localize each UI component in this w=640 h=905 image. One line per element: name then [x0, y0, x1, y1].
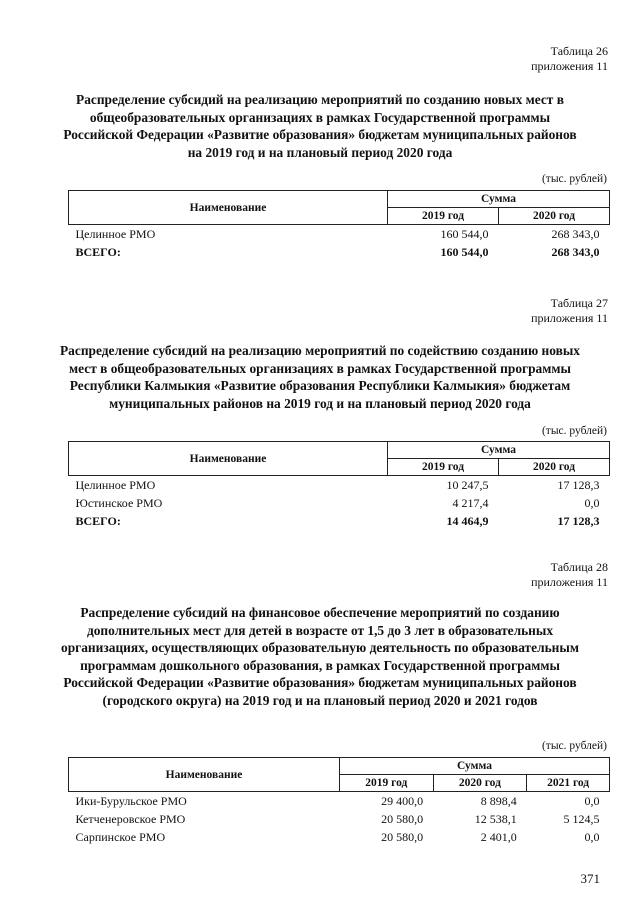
table-26-caption: Таблица 26 приложения 11 — [531, 44, 608, 73]
table-row: Юстинское РМО 4 217,4 0,0 — [75, 495, 600, 510]
table-26-title: Распределение субсидий на реализацию мероприятий по созданию новых мест в общеобразовательных организациях в рамках Государственной программы Российской Федерации «Развитие образования» бюджетам муниципальных районов на 2019 год и на плановый период 2020 года — [63, 92, 577, 160]
header-name: Наименование — [69, 758, 340, 792]
header-year: 2020 год — [499, 459, 610, 476]
table-27-title: Распределение субсидий на реализацию мероприятий по содействию созданию новых мест в общеобразовательных организациях в рамках Государственной программы Республики Калмыкия «Развитие образования Республики Калмыкия» бюджетам муниципальных районов на 2019 год и на плановый период 2020 года — [60, 343, 581, 411]
page-number: 371 — [580, 871, 600, 886]
table-row: Целинное РМО 10 247,5 17 128,3 — [75, 477, 600, 492]
table-total-row: ВСЕГО: 160 544,0 268 343,0 — [75, 244, 600, 259]
header-name: Наименование — [69, 442, 388, 476]
header-year: 2019 год — [388, 208, 499, 225]
header-year: 2020 год — [499, 208, 610, 225]
header-name: Наименование — [69, 191, 388, 225]
table-28-title: Распределение субсидий на финансовое обеспечение мероприятий по созданию дополнительных мест для детей в возрасте от 1,5 до 3 лет в образовательных организациях, осуществляющих образовательную деятельность по образовательным программам дошкольного образования, в рамках Государственной программы Российской Федерации «Развитие образования» бюджетам муниципальных районов (городского округа) на 2019 год и на плановый период 2020 и 2021 годов — [61, 605, 579, 708]
header-sum: Сумма — [388, 191, 610, 208]
table-row: Ики-Бурульское РМО 29 400,0 8 898,4 0,0 — [75, 793, 600, 808]
table-27 — [68, 441, 610, 530]
table-row: Кетченеровское РМО 20 580,0 12 538,1 5 124,5 — [75, 811, 600, 826]
table-26-unit: (тыс. рублей) — [541, 173, 607, 185]
header-sum: Сумма — [340, 758, 610, 775]
table-row: Целинное РМО 160 544,0 268 343,0 — [75, 226, 600, 241]
table-total-row: ВСЕГО: 14 464,9 17 128,3 — [75, 513, 600, 528]
header-year: 2019 год — [388, 459, 499, 476]
table-28-unit: (тыс. рублей) — [541, 740, 607, 752]
table-27-unit: (тыс. рублей) — [541, 425, 607, 437]
table-26 — [68, 190, 610, 261]
table-27-caption: Таблица 27 приложения 11 — [531, 296, 608, 325]
header-year: 2021 год — [527, 775, 610, 792]
table-row: Сарпинское РМО 20 580,0 2 401,0 0,0 — [75, 829, 600, 844]
table-28 — [68, 757, 610, 846]
header-year: 2019 год — [340, 775, 434, 792]
header-sum: Сумма — [388, 442, 610, 459]
header-year: 2020 год — [433, 775, 527, 792]
table-28-caption: Таблица 28 приложения 11 — [531, 560, 608, 589]
